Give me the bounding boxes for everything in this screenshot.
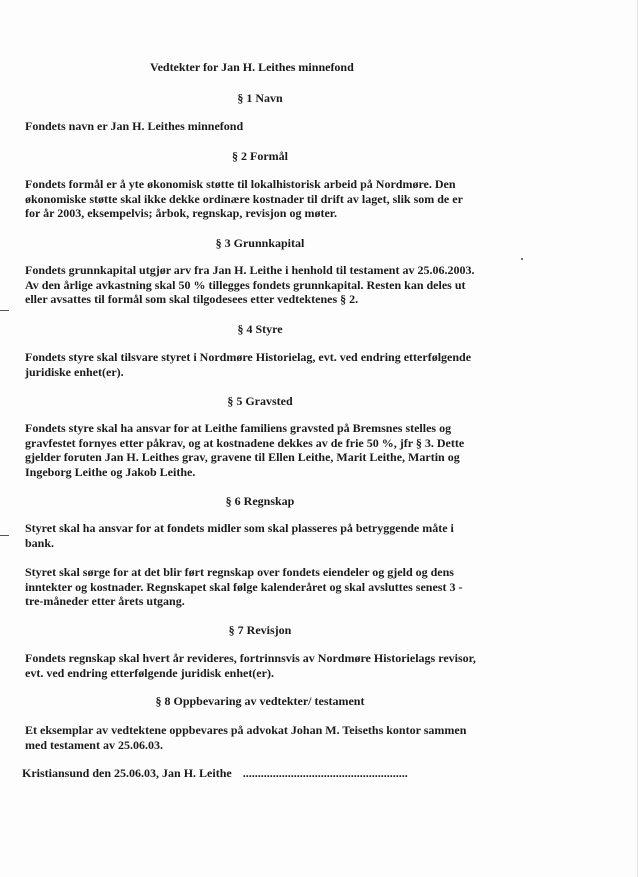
scan-margin-mark bbox=[0, 535, 9, 536]
paragraph-navn bbox=[25, 119, 503, 134]
section-heading-grunnkapital: § 3 Grunnkapital bbox=[215, 236, 305, 250]
section-heading-gravsted: § 5 Gravsted bbox=[227, 394, 293, 408]
document-title: Vedtekter for Jan H. Leithes minnefond bbox=[150, 60, 354, 74]
text-line: med testament av 25.06.03. bbox=[25, 737, 163, 752]
scan-speck bbox=[521, 258, 523, 260]
section-heading-styre: § 4 Styre bbox=[237, 322, 283, 336]
text-line: økonomiske støtte skal ikke dekke ordinære kostnader til drift av laget, slik som de er bbox=[25, 191, 463, 206]
scan-margin-mark bbox=[0, 310, 9, 311]
signature-text: Kristiansund den 25.06.03, Jan H. Leithe bbox=[22, 766, 232, 780]
text-line: Fondets navn er Jan H. Leithes minnefond bbox=[25, 119, 244, 133]
section-heading-oppbevaring: § 8 Oppbevaring av vedtekter/ testament bbox=[155, 694, 365, 708]
paragraph-regnskap-ansvar bbox=[25, 521, 503, 550]
signature-line bbox=[22, 766, 408, 781]
paragraph-formal bbox=[25, 177, 503, 221]
text-line: tre-måneder etter årets utgang. bbox=[25, 594, 185, 608]
text-line: evt. ved endring etterfølgende juridisk enhet(er). bbox=[25, 665, 274, 680]
text-line: gjelder foruten Jan H. Leithes grav, gravene til Ellen Leithe, Marit Leithe, Martin og bbox=[25, 450, 460, 464]
text-line: Fondets grunnkapital utgjør arv fra Jan H. Leithe i henhold til testament av 25.06.2003. bbox=[25, 263, 475, 277]
section-heading-regnskap: § 6 Regnskap bbox=[225, 494, 295, 508]
section-heading-formal: § 2 Formål bbox=[232, 149, 288, 163]
text-line: eller avsattes til formål som skal tilgodesees etter vedtektenes § 2. bbox=[25, 292, 359, 306]
paragraph-gravsted bbox=[25, 421, 503, 479]
section-heading-navn: § 1 Navn bbox=[237, 91, 283, 105]
text-line: for år 2003, eksempelvis; årbok, regnskap, revisjon og møter. bbox=[25, 206, 337, 220]
text-line: Et eksemplar av vedtektene oppbevares på advokat Johan M. Teiseths kontor sammen bbox=[25, 723, 467, 737]
section-heading-revisjon: § 7 Revisjon bbox=[228, 623, 292, 637]
text-line: Av den årlige avkastning skal 50 % tillegges fondets grunnkapital. Resten kan deles ut bbox=[25, 277, 466, 292]
text-line: gravfestet fornyes etter påkrav, og at kostnadene dekkes av de frie 50 %, jfr § 3. Dette bbox=[25, 435, 465, 450]
text-line: Fondets styre skal ha ansvar for at Leithe familiens gravsted på Bremsnes stelles og bbox=[25, 421, 452, 435]
paragraph-oppbevaring bbox=[25, 723, 503, 752]
text-line: Styret skal sørge for at det blir ført regnskap over fondets eiendeler og gjeld og dens bbox=[25, 565, 454, 579]
paragraph-styre bbox=[25, 350, 503, 379]
text-line: bank. bbox=[25, 535, 55, 550]
text-line: Fondets formål er å yte økonomisk støtte til lokalhistorisk arbeid på Nordmøre. Den bbox=[25, 177, 456, 191]
text-line: Ingeborg Leithe og Jakob Leithe. bbox=[25, 464, 196, 479]
text-line: Fondets regnskap skal hvert år revideres, fortrinnsvis av Nordmøre Historielags revisor, bbox=[25, 651, 476, 665]
text-line: Styret skal ha ansvar for at fondets midler som skal plasseres på betryggende måte i bbox=[25, 521, 454, 535]
text-line: juridiske enhet(er). bbox=[25, 364, 124, 379]
paragraph-regnskap-forsel bbox=[25, 565, 503, 609]
paragraph-grunnkapital bbox=[25, 263, 503, 307]
text-line: Fondets styre skal tilsvare styret i Nordmøre Historielag, evt. ved endring etterfølgende bbox=[25, 350, 472, 364]
signature-dots: ....................................................... bbox=[242, 766, 408, 780]
paragraph-revisjon bbox=[25, 651, 503, 680]
text-line: inntekter og kostnader. Regnskapet skal følge kalenderåret og skal avsluttes senest 3 - bbox=[25, 579, 463, 594]
